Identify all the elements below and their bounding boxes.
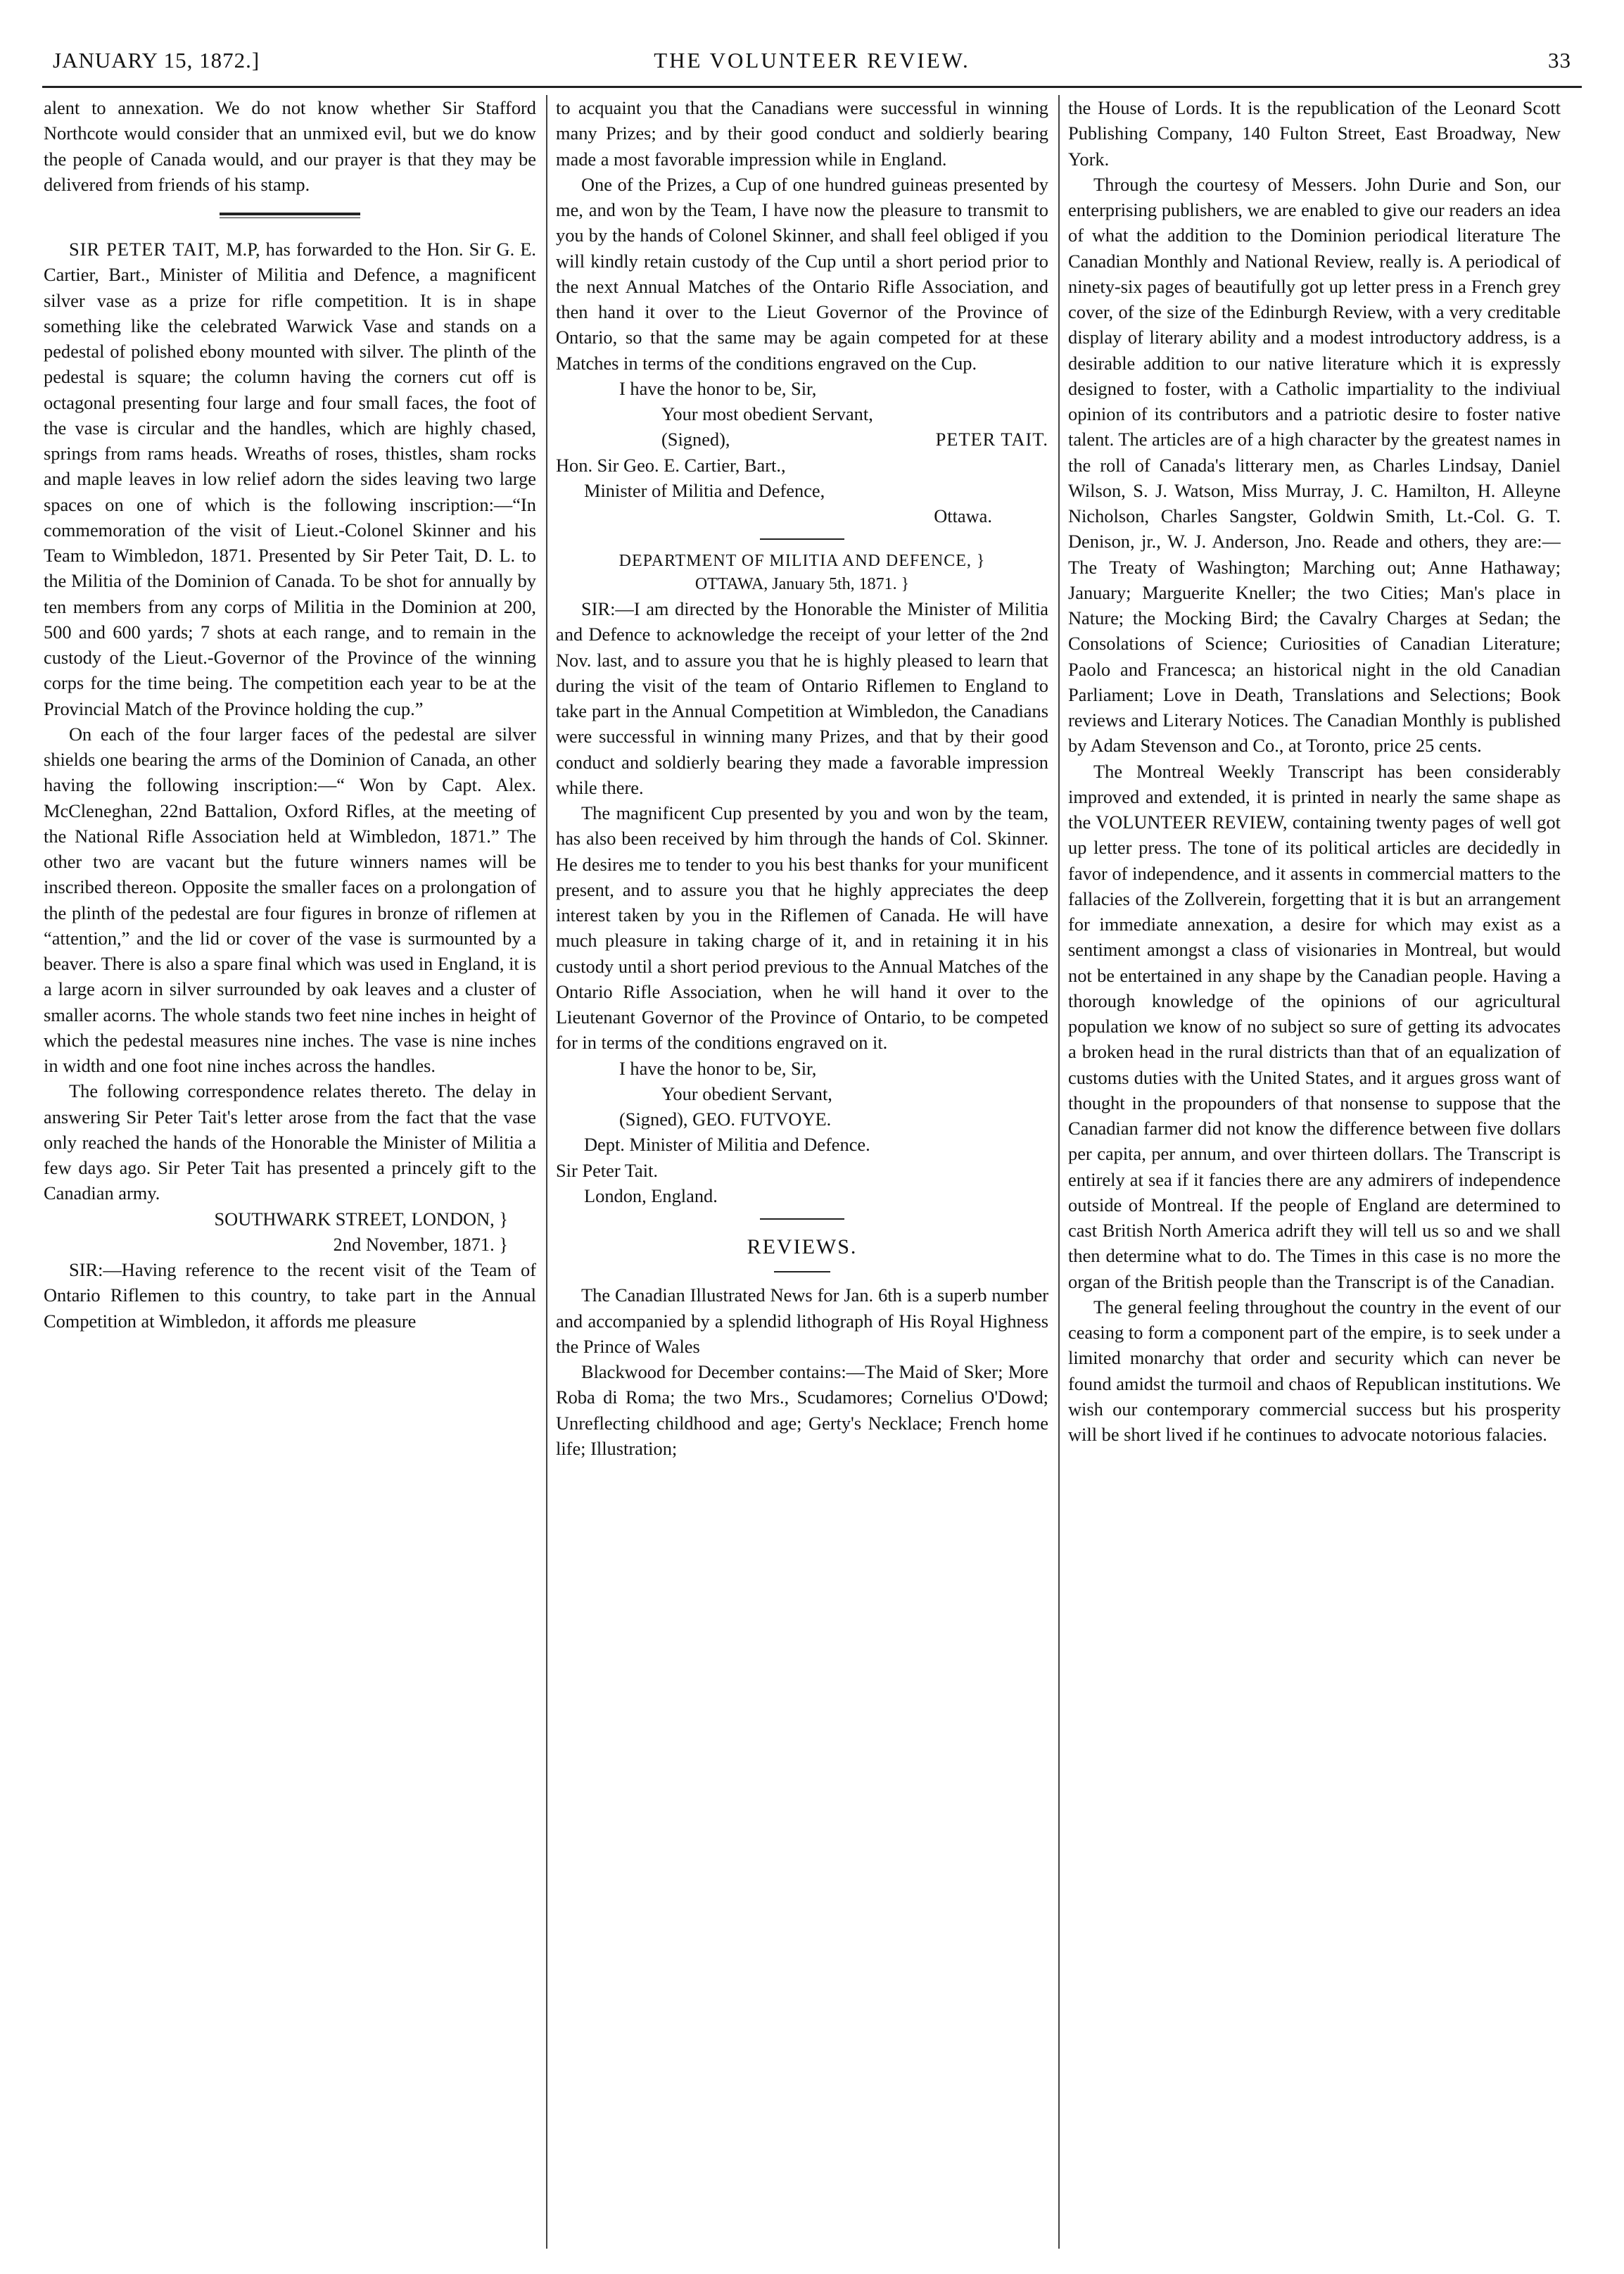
section-separator (220, 213, 360, 218)
running-head (53, 48, 1571, 83)
paragraph: The magnificent Cup presented by you and won by the team, has also been received by him through the hands of Col. Skinner. He desires me to tender to you his best thanks for your munificent present, and to assure you that he highly appreciates the deep interest taken by you in the Riflemen of Canada. He will have much pleasure in taking charge of it, and in retaining it in his custody until a short period previous to the Annual Matches of the Ontario Rifle Association, when he will hand it over to the Lieutenant Governor of the Province of Ontario, to be competed for in terms of the conditions engraved on it. (556, 802, 1048, 1054)
column-rule-2 (1058, 95, 1060, 2249)
recipient-line: Ottawa. (934, 505, 992, 526)
paragraph: to acquaint you that the Canadians were successful in winning many Prizes; and by their good conduct and soldierly bearing made a most favorable impression while in England. (556, 97, 1048, 170)
recipient-line: Minister of Militia and Defence, (584, 479, 825, 501)
separator (774, 1271, 830, 1272)
column-rule-1 (546, 95, 547, 2249)
column-2 (556, 95, 1048, 2256)
newspaper-title: THE VOLUNTEER REVIEW. (654, 48, 970, 72)
section-heading-reviews: REVIEWS. (747, 1235, 858, 1259)
signature-line: (Signed), GEO. FUTVOYE. (619, 1108, 832, 1130)
letter-closing: I have the honor to be, Sir, (619, 377, 817, 399)
paragraph: the House of Lords. It is the republication of the Leonard Scott Publishing Company, 140 Fulton Street, East Broadway, New York. (1068, 97, 1561, 170)
recipient-line: Sir Peter Tait. (556, 1159, 658, 1181)
paragraph: Through the courtesy of Messers. John Durie and Son, our enterprising publishers, we are enabled to give our readers an idea of what the addition to the Dominion periodical literature The Canadian Monthly and National Review, really is. A periodical of ninety-six pages of beautifully got up letter press in a French grey cover, of the size of the Edinburgh Review, with a very creditable display of literary ability and a modest introductory address, is a desirable addition to our native literature which it is expressly designed to foster, with a Catholic impartiality to the indiviual opinion of its contributors and a patriotic desire to foster native talent. The articles are of a high character by the greatest names in the roll of Canada's litterary men, as Charles Lindsay, Daniel Wilson, S. J. Watson, Miss Murray, J. C. Hamilton, H. Alleyne Nicholson, Charles Sangster, Goldwin Smith, Lt.-Col. G. T. Denison, jr., W. J. Anderson, Jno. Reade and others, they are:—The Treaty of Washington; Marching out; Anne Hathaway; January; Marguerite Kneller; the two Cities; Man's place in Nature; the Mocking Bird; the Cavalry Charges at Sedan; the Consolations of Science; Curiosities of Canadian Literature; Paolo and Francesca; an historical night in the old Canadian Parliament; Love in Death, Translations and Selections; Book reviews and Literary Notices. The Canadian Monthly is published by Adam Stevenson and Co., at Toronto, price 25 cents. (1068, 173, 1561, 757)
letter-closing: Your obedient Servant, (661, 1082, 832, 1104)
paragraph-vase (44, 236, 536, 721)
page-number: 33 (1548, 48, 1571, 72)
recipient-line: London, England. (584, 1185, 718, 1206)
paragraph-text: M.P, has forwarded to the Hon. Sir G. E. Cartier, Bart., Minister of Militia and Defence, a magnificent silver vase as a prize for rifle competition. It is in shape something like the celebrated Warwick Vase and stands on a pedestal of polished ebony mounted with silver. The plinth of the pedestal is square; the column having the corners cut off is octagonal presenting four large and four small faces, the foot of the vase is circular and the handles, which are highly chased, springs from rams heads. Wreaths of roses, thistles, sham rocks and maple leaves in low relief adorn the sides leaving two large spaces on one of which is the following inscription:—“In commemoration of the visit of Lieut.-Colonel Skinner and his Team to Wimbledon, 1871. Presented by Sir Peter Tait, D. L. to the Militia of the Dominion of Canada. To be shot for annually by ten members from any corps of Militia in the Dominion at 200, 500 and 600 yards; 7 shots at each range, and to remain in the custody of the Lieut.-Governor of the Province of the winning corps for the time being. The competition each year to be at the Provincial Match of the Province holding the cup.” (44, 239, 536, 719)
paragraph: SIR:—I am directed by the Honorable the Minister of Militia and Defence to acknowledge the receipt of your letter of the 2nd Nov. last, and to assure you that he is highly pleased to learn that during the visit of the team of Ontario Riflemen to England to take part in the Annual Competition at Wimbledon, the Canadians were successful in winning many Prizes, and that by their good conduct and soldierly bearing they made a favorable impression while there. (556, 598, 1048, 798)
signer-name: PETER TAIT. (935, 429, 1048, 450)
letter-closing: Dept. Minister of Militia and Defence. (584, 1134, 870, 1156)
column-3 (1068, 95, 1561, 2256)
paragraph: On each of the four larger faces of the pedestal are silver shields one bearing the arms of the Dominion of Canada, an other having the following inscription:—“ Won by Capt. Alex. McCleneghan, 22nd Battalion, Oxford Rifles, at the meeting of the National Rifle Association held at Wimbledon, 1871.” The other two are vacant but the future winners names will be inscribed thereon. Opposite the smaller faces on a prolongation of the plinth of the pedestal are four figures in bronze of riflemen at “attention,” and the lid or cover of the vase is surmounted by a beaver. There is also a spare final which was used in England, it is a large acorn in silver surrounded by oak leaves and a cluster of smaller acorns. The whole stands two feet nine inches in height of which the pedestal measures nine inches. The vase is nine inches in width and one foot nine inches across the handles. (44, 723, 536, 1076)
letter-date: 2nd November, 1871. } (333, 1233, 508, 1255)
separator (760, 538, 844, 540)
paragraph: One of the Prizes, a Cup of one hundred guineas presented by me, and won by the Team, I have now the pleasure to transmit to you by the hands of Colonel Skinner, and shall feel obliged if you will kindly retain custody of the Cup until a short period prior to the next Annual Matches of the Ontario Rifle Association, and then hand it over to the Lieut Governor of the Province of Ontario, so that the same may be again competed for at these Matches in terms of the conditions engraved on the Cup. (556, 173, 1048, 374)
lead-name: SIR PETER TAIT, (69, 239, 221, 260)
letter-address: SOUTHWARK STREET, LONDON, } (214, 1208, 508, 1230)
signed-label: (Signed), (661, 429, 730, 450)
paragraph: The following correspondence relates thereto. The delay in answering Sir Peter Tait's letter arose from the fact that the vase only reached the hands of the Honorable the Minister of Militia a few days ago. Sir Peter Tait has presented a princely gift to the Canadian army. (44, 1080, 536, 1204)
recipient-line: Hon. Sir Geo. E. Cartier, Bart., (556, 454, 786, 476)
paragraph: The Canadian Illustrated News for Jan. 6th is a superb number and accompanied by a splendid lithograph of His Royal Highness the Prince of Wales (556, 1284, 1048, 1357)
paragraph: SIR:—Having reference to the recent visit of the Team of Ontario Riflemen to this country, to take part in the Annual Competition at Wimbledon, it affords me pleasure (44, 1259, 536, 1332)
paragraph: alent to annexation. We do not know whether Sir Stafford Northcote would consider that an unmixed evil, but we do know the people of Canada would, and our prayer is that they may be delivered from friends of his stamp. (44, 97, 536, 195)
issue-date: JANUARY 15, 1872.] (53, 48, 260, 72)
header-rule (42, 86, 1582, 88)
separator (760, 1218, 844, 1220)
letter-closing: Your most obedient Servant, (661, 403, 873, 424)
signature-line (556, 427, 1048, 452)
department-date: OTTAWA, January 5th, 1871. } (694, 575, 910, 594)
letter-closing: I have the honor to be, Sir, (619, 1057, 817, 1079)
department-line: DEPARTMENT OF MILITIA AND DEFENCE, } (618, 552, 986, 571)
paragraph: The Montreal Weekly Transcript has been considerably improved and extended, it is printed in nearly the same shape as the VOLUNTEER REVIEW, containing twenty pages of well got up letter press. The tone of its political articles are decidedly in favor of independence, and it assents in commercial matters to the fallacies of the Zollverein, forgetting that it is but an arrangement for immediate annexation, a desire for which may exist as a sentiment amongst a class of visionaries in Montreal, but would not be entertained in any shape by the Canadian people. Having a thorough knowledge of the opinions of our agricultural population we know of no subject so sure of getting its advocates a broken head in the rural districts than that of an equalization of customs duties with the United States, and it argues gross want of thought in the propounders of that nonsense to suppose that the Canadian farmer did not know the difference between five dollars per capita, per annum, and over thirteen dollars. The Transcript is entirely at sea if it fancies there are any admirers of independence outside of Montreal. If the people of England are determined to cast British North America adrift they will tell us so and we shall then determine what to do. The Times in this case is no more the organ of the British people than the Transcript is of the Canadian. (1068, 760, 1561, 1292)
paragraph: Blackwood for December contains:—The Maid of Sker; More Roba di Roma; the two Mrs., Scudamores; Cornelius O'Dowd; Unreflecting childhood and age; Gerty's Necklace; French home life; Illustration; (556, 1361, 1048, 1459)
paragraph: The general feeling throughout the country in the event of our ceasing to form a component part of the empire, is to seek under a limited monarchy that order and security which can never be found amidst the turmoil and chaos of Republican institutions. We wish our contemporary commercial success but his prosperity will be short lived if he continues to advocate notorious falacies. (1068, 1296, 1561, 1445)
column-1 (44, 95, 536, 2256)
